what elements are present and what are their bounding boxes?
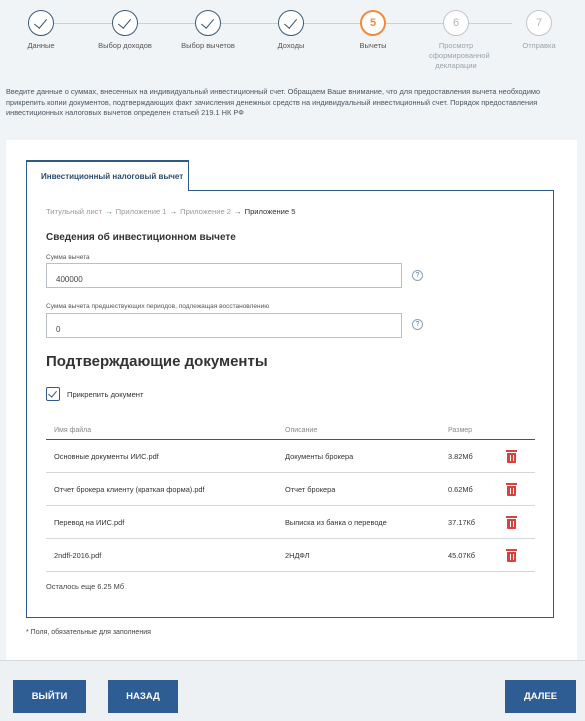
attach-document-button[interactable] <box>46 387 143 401</box>
step-preview <box>411 10 501 71</box>
trash-icon[interactable] <box>506 516 517 529</box>
breadcrumb-title-page[interactable]: Титульный лист <box>46 207 103 216</box>
file-size: 45.07Кб <box>448 551 476 560</box>
breadcrumb-appendix-1[interactable]: Приложение 1 <box>115 207 167 216</box>
step-data[interactable] <box>0 10 86 51</box>
file-name[interactable]: Перевод на ИИС.pdf <box>54 518 125 527</box>
attach-icon <box>46 387 60 401</box>
file-size: 37.17Кб <box>448 518 476 527</box>
attach-label: Прикрепить документ <box>67 389 144 399</box>
file-name[interactable]: Отчет брокера клиенту (краткая форма).pdf <box>54 485 205 494</box>
intro-text: Введите данные о суммах, внесенных на индивидуальный инвестиционный счет. Обращаем Ваше внимание, что для предоставления вычета необходимо прикрепить копии документов, подтверждающих факт зачисления денежных средств на индивидуальный инвестиционный счет. Порядок предоставления инвестиционных налоговых вычетов определен статьей 219.1 НК РФ <box>6 87 541 117</box>
step-label: Вычеты <box>359 41 387 50</box>
table-header <box>46 424 535 440</box>
file-description: Отчет брокера <box>285 485 336 494</box>
step-number: 5 <box>360 10 386 36</box>
deduction-amount-label: Сумма вычета <box>46 254 90 261</box>
deduction-amount-input[interactable] <box>46 263 402 288</box>
step-label: Выбор вычетов <box>181 41 235 50</box>
back-button[interactable]: НАЗАД <box>108 680 178 713</box>
step-deduction-select[interactable] <box>163 10 253 51</box>
step-income-select[interactable] <box>80 10 170 51</box>
breadcrumb-appendix-2[interactable]: Приложение 2 <box>180 207 232 216</box>
table-row <box>46 539 535 572</box>
progress-stepper <box>0 0 585 80</box>
step-label: Доходы <box>277 41 305 50</box>
remaining-space: Осталось еще 6.25 Мб <box>46 582 125 591</box>
arrow-right-icon: → <box>105 207 113 216</box>
step-label: Отправка <box>522 41 556 50</box>
file-name[interactable]: Основные документы ИИС.pdf <box>54 452 159 461</box>
prev-deduction-label: Сумма вычета предшествующих периодов, подлежащая восстановлению <box>46 303 270 310</box>
table-row <box>46 473 535 506</box>
arrow-right-icon: → <box>169 207 178 216</box>
documents-title: Подтверждающие документы <box>46 353 268 370</box>
header-size: Размер <box>448 427 473 434</box>
header-filename: Имя файла <box>54 427 92 434</box>
step-send <box>494 10 584 51</box>
breadcrumb <box>46 207 295 216</box>
exit-button[interactable]: ВЫЙТИ <box>13 680 86 713</box>
help-icon[interactable]: ? <box>412 319 423 330</box>
breadcrumb-appendix-5: Приложение 5 <box>244 207 296 216</box>
tab-investment-deduction[interactable]: Инвестиционный налоговый вычет <box>26 160 189 191</box>
file-description: 2НДФЛ <box>285 551 310 560</box>
file-name[interactable]: 2ndfl-2016.pdf <box>54 551 102 560</box>
step-deductions[interactable] <box>328 10 418 51</box>
header-description: Описание <box>285 427 318 434</box>
arrow-right-icon: → <box>234 207 242 216</box>
documents-table <box>46 424 535 572</box>
table-row <box>46 506 535 539</box>
check-icon <box>112 10 138 36</box>
step-income[interactable] <box>246 10 336 51</box>
step-label: Выбор доходов <box>98 41 152 50</box>
step-label: Данные <box>27 41 55 50</box>
prev-deduction-input[interactable] <box>46 313 402 338</box>
trash-icon[interactable] <box>506 549 517 562</box>
file-size: 0.62Мб <box>448 485 473 494</box>
step-number: 7 <box>526 10 552 36</box>
file-description: Документы брокера <box>285 452 354 461</box>
help-icon[interactable]: ? <box>412 270 423 281</box>
check-icon <box>278 10 304 36</box>
footer-bar <box>0 660 585 721</box>
file-description: Выписка из банка о переводе <box>285 518 387 527</box>
table-row <box>46 440 535 473</box>
check-icon <box>195 10 221 36</box>
trash-icon[interactable] <box>506 483 517 496</box>
step-number: 6 <box>443 10 469 36</box>
next-button[interactable]: ДАЛЕЕ <box>505 680 576 713</box>
required-note: * Поля, обязательные для заполнения <box>26 629 151 636</box>
check-icon <box>28 10 54 36</box>
section-title: Сведения об инвестиционном вычете <box>46 232 236 243</box>
trash-icon[interactable] <box>506 450 517 463</box>
step-label: Просмотр сформированной декларации <box>429 41 490 70</box>
file-size: 3.82Мб <box>448 452 473 461</box>
